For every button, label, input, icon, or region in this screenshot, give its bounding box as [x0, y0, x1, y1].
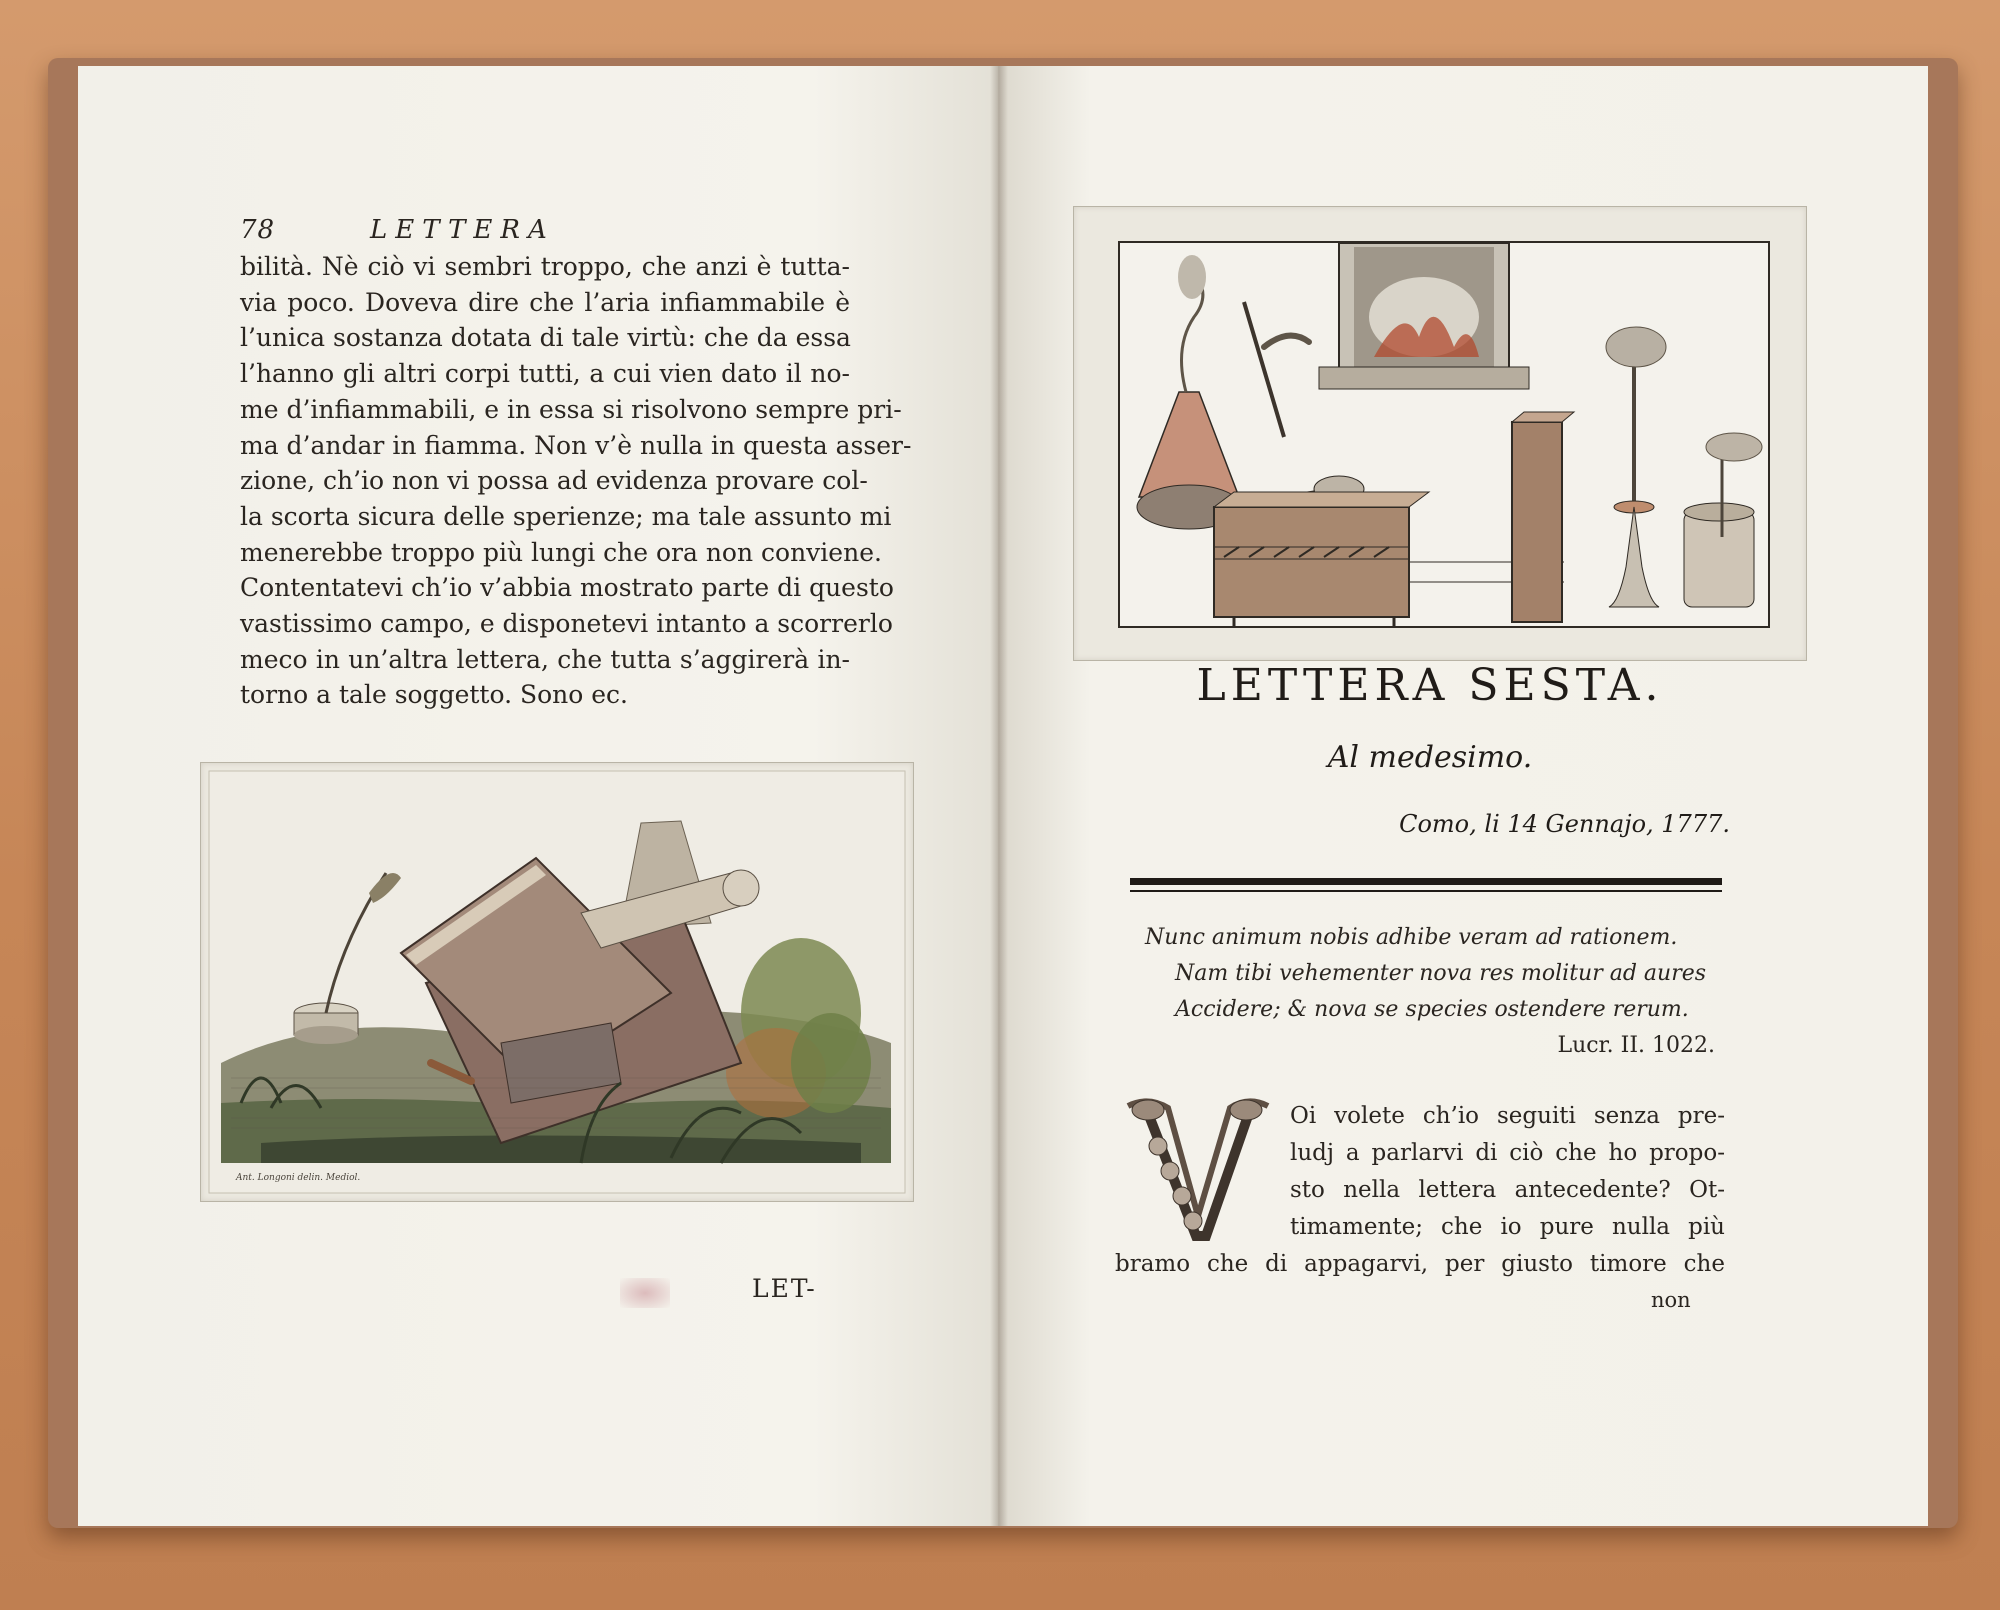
divider-rule-thin — [1130, 890, 1722, 892]
text-line: timamente; che io pure nulla più — [1290, 1214, 1725, 1240]
page-number: 78 — [240, 215, 276, 245]
text-line: ma d’andar in fiamma. Non v’è nulla in questa asser- — [240, 430, 912, 460]
text-line: Oi volete ch’io seguiti senza pre- — [1290, 1103, 1725, 1129]
text-line: l’unica sostanza dotata di tale virtù: che da essa — [240, 323, 851, 353]
recipient: Al medesimo. — [1327, 740, 1533, 775]
opening-paragraph — [1115, 1098, 1725, 1283]
book-gutter — [990, 66, 1008, 1526]
text-line: bilità. Nè ciò vi sembri troppo, che anzi è tutta- — [240, 252, 850, 281]
text-line: la scorta sicura delle sperienze; ma tale assunto mi — [240, 501, 892, 531]
text-line: sto nella lettera antecedente? Ot- — [1290, 1177, 1725, 1203]
books-still-life-illustration — [201, 763, 913, 1201]
epigraph-line: Nunc animum nobis adhibe veram ad rationem. — [1145, 925, 1678, 950]
text-line: ludj a parlarvi di ciò che ho propo- — [1290, 1140, 1725, 1166]
body-text — [240, 249, 912, 713]
running-title: LETTERA — [370, 215, 555, 245]
epigraph-source: Lucr. II. 1022. — [1557, 1033, 1715, 1058]
page-stain — [620, 1278, 670, 1308]
text-line: me d’infiammabili, e in essa si risolvono sempre pri- — [240, 394, 902, 424]
epigraph — [1145, 920, 1715, 1064]
running-head — [240, 215, 850, 245]
tailpiece-engraving — [200, 762, 914, 1202]
left-catchword: LET- — [752, 1274, 817, 1303]
divider-rule-thick — [1130, 878, 1722, 885]
text-line: l’hanno gli altri corpi tutti, a cui vien dato il no- — [240, 359, 850, 389]
text-line: menerebbe troppo più lungi che ora non conviene. — [240, 537, 882, 567]
epigraph-line: Accidere; & nova se species ostendere rerum. — [1175, 997, 1689, 1022]
letter-title: LETTERA SESTA. — [1196, 660, 1664, 711]
headpiece-engraving — [1073, 206, 1807, 661]
text-line: bramo che di appagarvi, per giusto timore che — [1115, 1251, 1725, 1277]
epigraph-line: Nam tibi vehementer nova res molitur ad aures — [1175, 961, 1707, 986]
right-catchword: non — [1651, 1288, 1691, 1312]
left-text-block — [240, 215, 912, 713]
chemistry-apparatus-illustration — [1074, 207, 1806, 660]
dateline: Como, li 14 Gennajo, 1777. — [1399, 810, 1730, 838]
text-line: vastissimo campo, e disponetevi intanto a scorrerlo — [240, 609, 893, 639]
text-line: via poco. Doveva dire che l’aria infiammabile è — [240, 287, 850, 317]
engraver-signature: Ant. Longoni delin. Mediol. — [236, 1173, 361, 1183]
text-line: zione, ch’io non vi possa ad evidenza provare col- — [240, 466, 868, 496]
text-line: meco in un’altra lettera, che tutta s’aggirerà in- — [240, 644, 850, 674]
text-line: torno a tale soggetto. Sono ec. — [240, 680, 628, 710]
text-line: Contentatevi ch’io v’abbia mostrato parte di questo — [240, 573, 894, 603]
